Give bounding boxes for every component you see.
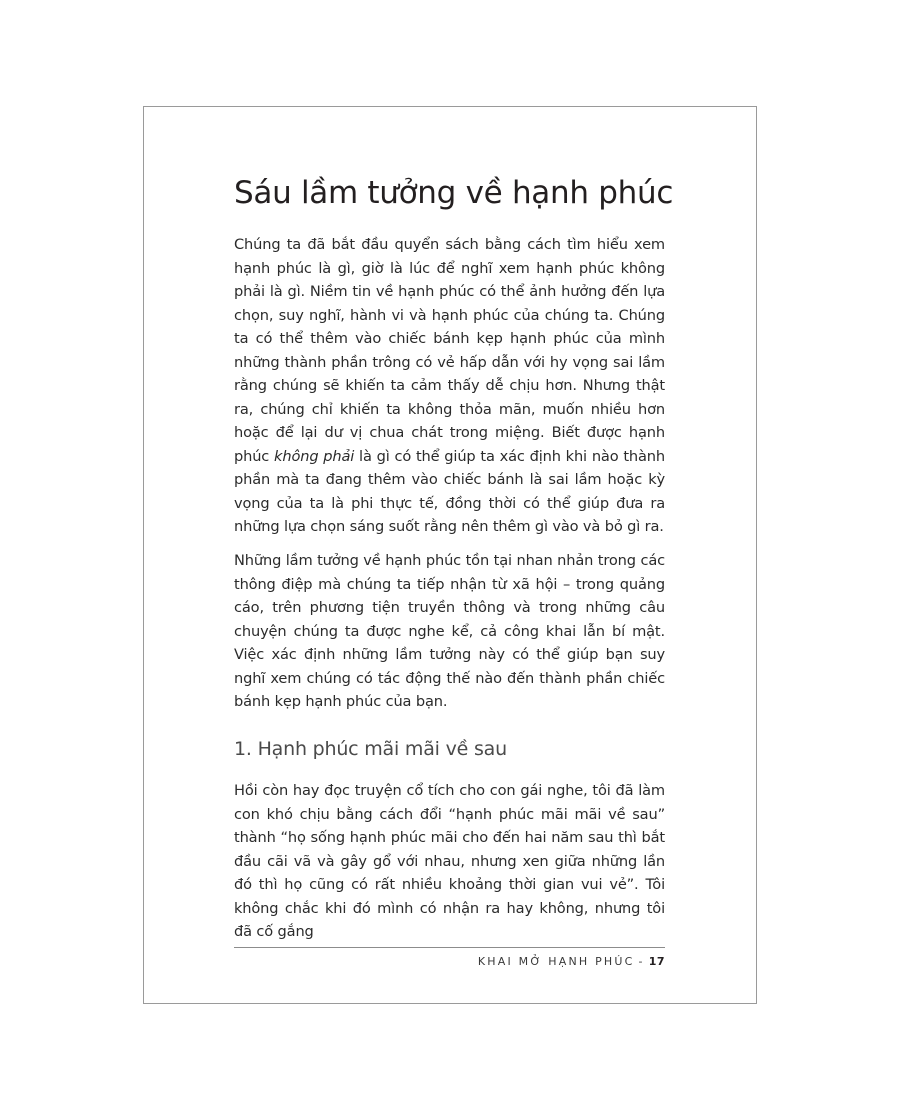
footer-separator: - — [638, 955, 645, 968]
page-number: 17 — [648, 955, 665, 968]
chapter-title: Sáu lầm tưởng về hạnh phúc — [234, 175, 674, 211]
body-paragraph-3: Hồi còn hay đọc truyện cổ tích cho con gái nghe, tôi đã làm con khó chịu bằng cách đổi “hạnh phúc mãi mãi về sau” thành “họ sống hạnh phúc mãi cho đến hai năm sau thì bắt đầu cãi vã và gây gổ với nhau, nhưng xen giữa những lần đó thì họ cũng có rất nhiều khoảng thời gian vui vẻ”. Tôi không chắc khi đó mình có nhận ra hay không, nhưng tôi đã cố gắng — [234, 782, 665, 940]
paragraph-1-text-b: là gì có thể giúp ta xác định khi nào thành phần mà ta đang thêm vào chiếc bánh là sai lầm hoặc kỳ vọng của ta là phi thực tế, đồng thời có thể giúp đưa ra những lựa chọn sáng suốt rằng nên thêm gì vào và bỏ gì ra. — [234, 447, 665, 535]
book-page — [143, 106, 757, 1004]
page-footer — [478, 955, 665, 969]
paragraph-1-text-a: Chúng ta đã bắt đầu quyển sách bằng cách tìm hiểu xem hạnh phúc là gì, giờ là lúc để nghĩ xem hạnh phúc không phải là gì. Niềm tin về hạnh phúc có thể ảnh hưởng đến lựa chọn, suy nghĩ, hành vi và hạnh phúc của chúng ta. Chúng ta có thể thêm vào chiếc bánh kẹp hạnh phúc của mình những thành phần trông có vẻ hấp dẫn với hy vọng sai lầm rằng chúng sẽ khiến ta cảm thấy dễ chịu hơn. Nhưng thật ra, chúng chỉ khiến ta không thỏa mãn, muốn nhiều hơn hoặc để lại dư vị chua chát trong miệng. Biết được hạnh phúc — [234, 236, 665, 465]
footer-divider — [234, 947, 665, 948]
running-title: KHAI MỞ HẠNH PHÚC — [477, 955, 635, 968]
section-heading: 1. Hạnh phúc mãi mãi về sau — [234, 738, 507, 760]
body-paragraph-2: Những lầm tưởng về hạnh phúc tồn tại nhan nhản trong các thông điệp mà chúng ta tiếp nhận từ xã hội – trong quảng cáo, trên phương tiện truyền thông và trong những câu chuyện chúng ta được nghe kể, cả công khai lẫn bí mật. Việc xác định những lầm tưởng này có thể giúp bạn suy nghĩ xem chúng có tác động thế nào đến thành phần chiếc bánh kẹp hạnh phúc của bạn. — [234, 552, 665, 710]
paragraph-1-emphasis: không phải — [274, 447, 355, 465]
body-paragraph-1 — [234, 233, 665, 539]
